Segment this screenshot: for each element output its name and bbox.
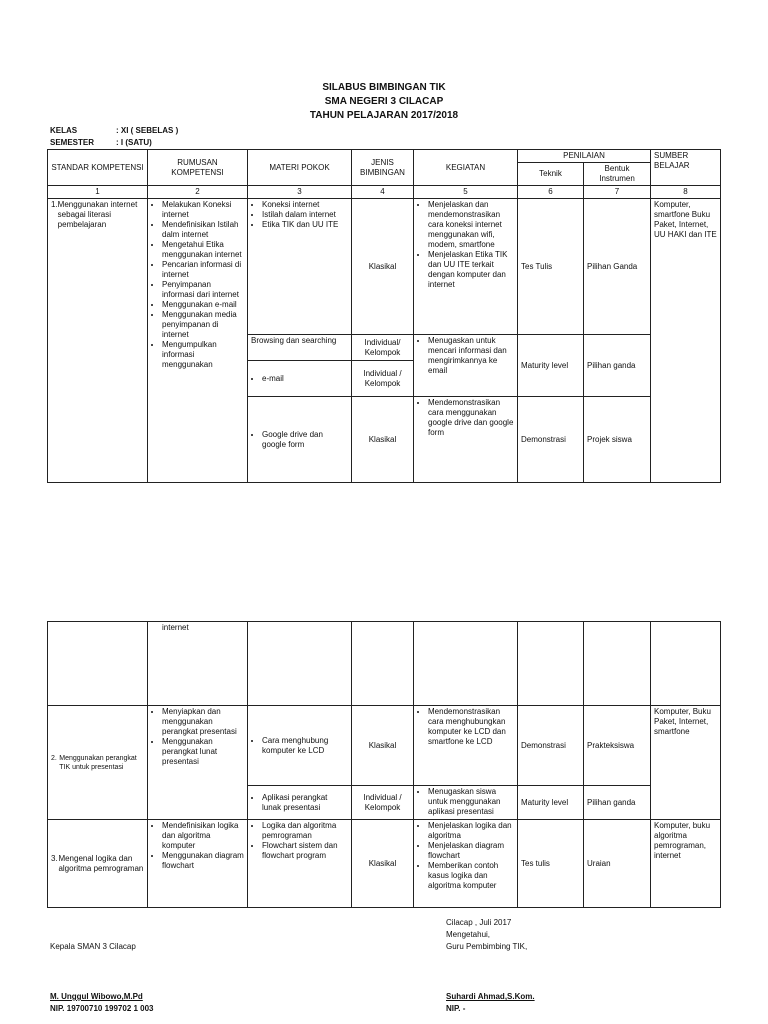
sumber-cell: Komputer, buku algoritma pemrograman, internet <box>651 820 721 908</box>
col-number: 8 <box>651 186 721 199</box>
bentuk-cell: Prakteksiswa <box>584 706 651 786</box>
jenis-cell <box>352 622 414 706</box>
materi-cell <box>248 786 352 820</box>
rumusan-cont-text: internet <box>162 623 189 632</box>
list-item: • Mendefinisikan logika dan algoritma komputer <box>162 821 244 851</box>
list-item: • Istilah dalam internet <box>262 210 348 220</box>
list-item: • Menugaskan untuk mencari informasi dan mengirimkannya ke email <box>428 336 514 376</box>
teknik-cell: Demonstrasi <box>518 397 584 483</box>
kepala-name: M. Unggul Wibowo,M.Pd <box>50 992 143 1001</box>
sk-number: 2. <box>51 754 57 762</box>
col-number: 6 <box>518 186 584 199</box>
list-item: • Menggunakan e-mail <box>162 300 244 310</box>
list-item: • Google drive dan google form <box>262 430 348 450</box>
academic-year: TAHUN PELAJARAN 2017/2018 <box>309 110 459 121</box>
list-item: • Menjelaskan diagram flowchart <box>428 841 514 861</box>
header-standar: STANDAR KOMPETENSI <box>48 150 148 186</box>
list-item: • Mendefinisikan Istilah dalm internet <box>162 220 244 240</box>
jenis-cell: Individual / Kelompok <box>352 361 414 397</box>
col-number: 7 <box>584 186 651 199</box>
list-item: • Mengetahui Etika menggunakan internet <box>162 240 244 260</box>
list-item: • Pencarian informasi di internet <box>162 260 244 280</box>
jenis-cell: Klasikal <box>352 820 414 908</box>
list-item: • Memberikan contoh kasus logika dan algoritma komputer <box>428 861 514 891</box>
standar-kompetensi-cont <box>48 622 148 706</box>
kegiatan-cell <box>414 335 518 397</box>
teknik-cell: Tes tulis <box>518 820 584 908</box>
sk-text: Menggunakan perangkat TIK untuk presentasi <box>59 754 137 771</box>
bentuk-cell <box>584 622 651 706</box>
list-item: • Menggunakan perangkat lunat presentasi <box>162 737 244 767</box>
list-item: • Menjelaskan logika dan algoritma <box>428 821 514 841</box>
list-item: • Menjelaskan dan mendemonstrasikan cara koneksi internet menggunakan wifi, modem, smartfone <box>428 200 514 250</box>
sk-number: 3. <box>51 853 58 863</box>
list-item: • e-mail <box>262 374 348 384</box>
materi-cell <box>248 820 352 908</box>
header-sumber: SUMBER BELAJAR <box>651 150 721 186</box>
header-materi: MATERI POKOK <box>248 150 352 186</box>
sk-text: Mengenal logika dan algoritma pemrograman <box>58 853 144 873</box>
list-item: • Logika dan algoritma pemrograman <box>262 821 348 841</box>
syllabus-table-2 <box>47 621 721 908</box>
list-item: • Koneksi internet <box>262 200 348 210</box>
semester-value: : I (SATU) <box>116 138 152 147</box>
list-item: • Cara menghubung komputer ke LCD <box>262 736 348 756</box>
jenis-cell: Klasikal <box>352 397 414 483</box>
rumusan-kompetensi-1 <box>148 199 248 483</box>
semester-label: SEMESTER <box>50 138 95 147</box>
kegiatan-cell <box>414 199 518 335</box>
list-item: • Etika TIK dan UU ITE <box>262 220 348 230</box>
header-jenis: JENIS BIMBINGAN <box>352 150 414 186</box>
bentuk-cell: Pilihan Ganda <box>584 199 651 335</box>
list-item: • Mengumpulkan informasi menggunakan <box>162 340 244 370</box>
col-number: 4 <box>352 186 414 199</box>
materi-cell <box>248 706 352 786</box>
syllabus-table-1 <box>47 149 721 483</box>
col-number: 2 <box>148 186 248 199</box>
standar-kompetensi-2 <box>48 706 148 820</box>
sk-text: Menggunakan internet sebagai literasi pembelajaran <box>57 200 138 229</box>
col-number: 1 <box>48 186 148 199</box>
bentuk-cell: Pilihan ganda <box>584 335 651 397</box>
jenis-cell: Individual / Kelompok <box>352 786 414 820</box>
kepala-nip: NIP. 19700710 199702 1 003 <box>50 1004 154 1013</box>
list-item: • Flowchart sistem dan flowchart program <box>262 841 348 861</box>
bentuk-cell: Uraian <box>584 820 651 908</box>
rumusan-kompetensi-3 <box>148 820 248 908</box>
bentuk-cell: Projek siswa <box>584 397 651 483</box>
list-item: • Mendemonstrasikan cara menggunakan google drive dan google form <box>428 398 514 438</box>
teknik-cell: Maturity level <box>518 786 584 820</box>
rumusan-cont <box>148 622 248 706</box>
guru-nip: NIP. - <box>446 1004 466 1013</box>
materi-cell <box>248 361 352 397</box>
sk-number: 1. <box>51 200 58 209</box>
kelas-label: KELAS <box>50 126 78 135</box>
list-item: • Menggunakan media penyimpanan di internet <box>162 310 244 340</box>
kegiatan-cell <box>414 622 518 706</box>
header-rumusan: RUMUSAN KOMPETENSI <box>148 150 248 186</box>
sumber-cell: Komputer, Buku Paket, Internet, smartfone <box>651 706 721 820</box>
materi-cell <box>248 622 352 706</box>
bentuk-cell: Pilihan ganda <box>584 786 651 820</box>
list-item: • Melakukan Koneksi internet <box>162 200 244 220</box>
sumber-cell <box>651 622 721 706</box>
teknik-cell <box>518 622 584 706</box>
kegiatan-cell <box>414 786 518 820</box>
jenis-cell: Individual/ Kelompok <box>352 335 414 361</box>
list-item: • Penyimpanan informasi dari internet <box>162 280 244 300</box>
kegiatan-cell <box>414 397 518 483</box>
teknik-cell: Demonstrasi <box>518 706 584 786</box>
place-date: Cilacap , Juli 2017 <box>446 918 512 927</box>
materi-cell: Browsing dan searching <box>248 335 352 361</box>
jenis-cell: Klasikal <box>352 706 414 786</box>
teknik-cell: Maturity level <box>518 335 584 397</box>
materi-cell <box>248 199 352 335</box>
kegiatan-cell <box>414 706 518 786</box>
list-item: • Menugaskan siswa untuk menggunakan aplikasi presentasi <box>428 787 514 817</box>
guru-name: Suhardi Ahmad,S.Kom. <box>446 992 535 1001</box>
kelas-value: : XI ( SEBELAS ) <box>116 126 179 135</box>
standar-kompetensi-3 <box>48 820 148 908</box>
header-teknik: Teknik <box>518 163 584 186</box>
materi-cell <box>248 397 352 483</box>
standar-kompetensi-1 <box>48 199 148 483</box>
header-kegiatan: KEGIATAN <box>414 150 518 186</box>
rumusan-kompetensi-2 <box>148 706 248 820</box>
school-name: SMA NEGERI 3 CILACAP <box>324 96 444 107</box>
header-bentuk: Bentuk Instrumen <box>584 163 651 186</box>
list-item: • Menyiapkan dan menggunakan perangkat presentasi <box>162 707 244 737</box>
jenis-cell: Klasikal <box>352 199 414 335</box>
list-item: • Aplikasi perangkat lunak presentasi <box>262 793 348 813</box>
mengetahui-label: Mengetahui, <box>446 930 491 939</box>
col-number: 5 <box>414 186 518 199</box>
kepala-role: Kepala SMAN 3 Cilacap <box>50 942 136 951</box>
doc-title: SILABUS BIMBINGAN TIK <box>322 82 446 93</box>
list-item: • Mendemonstrasikan cara menghubungkan komputer ke LCD dan smartfone ke LCD <box>428 707 514 747</box>
list-item: • Menjelaskan Etika TIK dan UU ITE terkait dengan komputer dan internet <box>428 250 514 290</box>
sumber-cell: Komputer, smartfone Buku Paket, Internet, UU HAKI dan ITE <box>651 199 721 483</box>
header-penilaian: PENILAIAN <box>518 150 651 163</box>
col-number: 3 <box>248 186 352 199</box>
teknik-cell: Tes Tulis <box>518 199 584 335</box>
list-item: • Menggunakan diagram flowchart <box>162 851 244 871</box>
guru-role: Guru Pembimbing TIK, <box>446 942 528 951</box>
kegiatan-cell <box>414 820 518 908</box>
